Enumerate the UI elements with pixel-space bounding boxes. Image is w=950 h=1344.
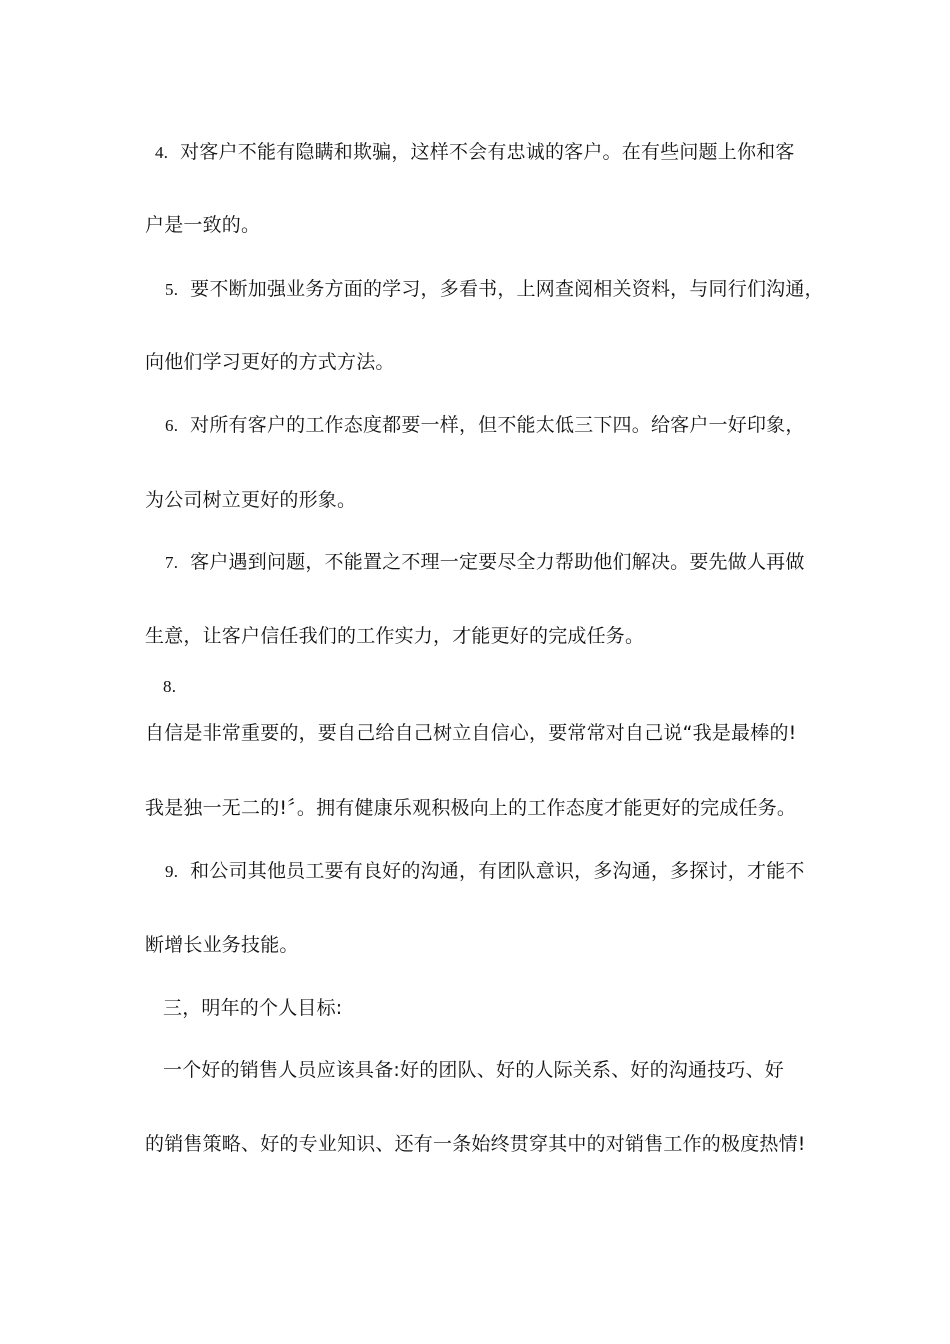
list-item-9-line-1 — [165, 859, 805, 884]
list-item-6-line-1 — [165, 413, 805, 438]
item-text: 对客户不能有隐瞒和欺骗，这样不会有忠诚的客户。在有些问题上你和客 — [180, 141, 795, 163]
item-number: 4. — [155, 143, 169, 162]
item-number: 9. — [165, 862, 179, 881]
closing-paragraph-line-2: 的销售策略、好的专业知识、还有一条始终贯穿其中的对销售工作的极度热情! — [145, 1133, 806, 1155]
list-item-5-line-1 — [165, 277, 824, 302]
item-text: 对所有客户的工作态度都要一样，但不能太低三下四。给客户一好印象， — [190, 414, 805, 436]
item-text: 和公司其他员工要有良好的沟通，有团队意识，多沟通，多探讨，才能不 — [190, 860, 805, 882]
list-item-7-line-2: 生意，让客户信任我们的工作实力，才能更好的完成任务。 — [145, 625, 645, 647]
item-number: 5. — [165, 280, 179, 299]
item-number: 7. — [165, 553, 179, 572]
closing-paragraph-line-1: 一个好的销售人员应该具备:好的团队、好的人际关系、好的沟通技巧、好 — [163, 1059, 785, 1081]
list-item-5-line-2: 向他们学习更好的方式方法。 — [145, 351, 395, 373]
list-item-7-line-1 — [165, 550, 805, 575]
list-item-4-line-1 — [155, 140, 795, 165]
section-heading: 三，明年的个人目标: — [163, 997, 343, 1019]
item-number: 6. — [165, 416, 179, 435]
item-number: 8. — [163, 677, 177, 696]
item-text: 要不断加强业务方面的学习，多看书，上网查阅相关资料，与同行们沟通， — [190, 278, 824, 300]
list-item-9-line-2: 断增长业务技能。 — [145, 934, 299, 956]
list-item-8-line-2: 我是独一无二的!〞。拥有健康乐观积极向上的工作态度才能更好的完成任务。 — [145, 797, 797, 819]
list-item-4-line-2: 户是一致的。 — [145, 214, 261, 236]
item-text: 客户遇到问题，不能置之不理一定要尽全力帮助他们解决。要先做人再做 — [190, 551, 805, 573]
list-item-6-line-2: 为公司树立更好的形象。 — [145, 489, 357, 511]
list-item-8-number — [163, 674, 176, 699]
list-item-8-line-1: 自信是非常重要的，要自己给自己树立自信心，要常常对自己说“我是最棒的! — [145, 722, 797, 744]
